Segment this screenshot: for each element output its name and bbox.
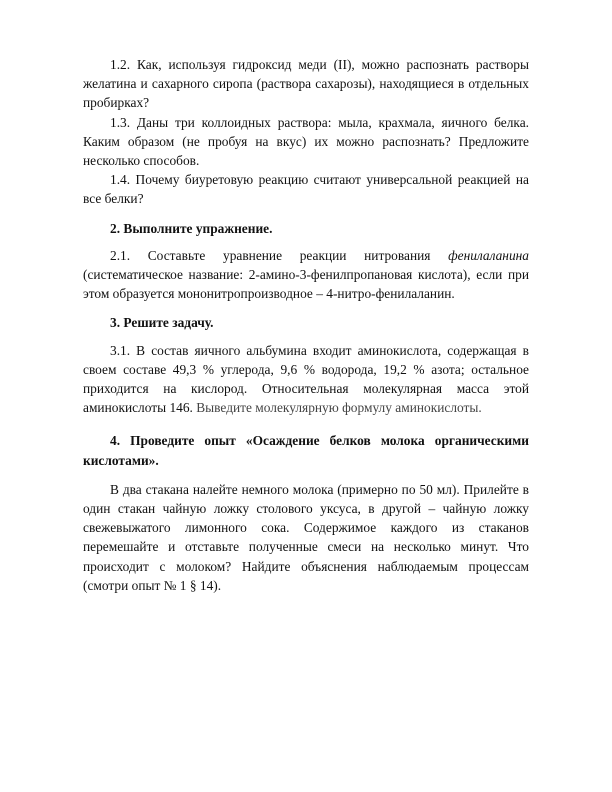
- question-1-4: 1.4. Почему биуретовую реакцию считают универсальной реакцией на все белки?: [83, 172, 529, 207]
- problem-3-1: [83, 341, 529, 418]
- exercise-2-1-suffix: (систематическое название: 2-амино-3-фенилпропановая кислота), если при этом образуется мононитропроизводное – 4-нитро-фенилаланин.: [83, 267, 529, 302]
- problem-3-1-text: 3.1. В состав яичного альбумина входит аминокислота, содержащая в своем составе 49,3 % углерода, 9,6 % водорода, 19,2 % азота; остальное приходится на кислород. Относительная молекулярная масса этой аминокислоты 146.: [83, 342, 529, 416]
- problem-3-1-question: Выведите молекулярную формулу аминокислоты.: [196, 400, 482, 416]
- section-3-heading: 3. Решите задачу.: [110, 315, 214, 331]
- section-2-heading: 2. Выполните упражнение.: [110, 220, 273, 236]
- experiment-4-instructions: В два стакана налейте немного молока (примерно по 50 мл). Прилейте в один стакан чайную ложку столового уксуса, в другой – чайную ложку свежевыжатого лимонного сока. Содержимое каждого из стаканов перемешайте и отставьте полученные смеси на несколько минут. Что происходит с молоком? Найдите объяснения наблюдаемым процессам (смотри опыт № 1 § 14).: [83, 481, 529, 593]
- question-1-3: 1.3. Даны три коллоидных раствора: мыла, крахмала, яичного белка. Каким образом (не пробуя на вкус) их можно распознать? Предложите несколько способов.: [83, 114, 529, 169]
- document-body: [83, 55, 529, 601]
- exercise-2-1-compound: фенилаланина: [448, 247, 529, 263]
- question-1-2: 1.2. Как, используя гидроксид меди (II), можно распознать растворы желатина и сахарного сиропа (раствора сахарозы), находящиеся в отдельных пробирках?: [83, 57, 529, 111]
- exercise-2-1: [83, 246, 529, 304]
- exercise-2-1-prefix: 2.1. Составьте уравнение реакции нитрования: [110, 247, 449, 263]
- section-4-heading: 4. Проведите опыт «Осаждение белков молока органическими кислотами».: [83, 433, 529, 468]
